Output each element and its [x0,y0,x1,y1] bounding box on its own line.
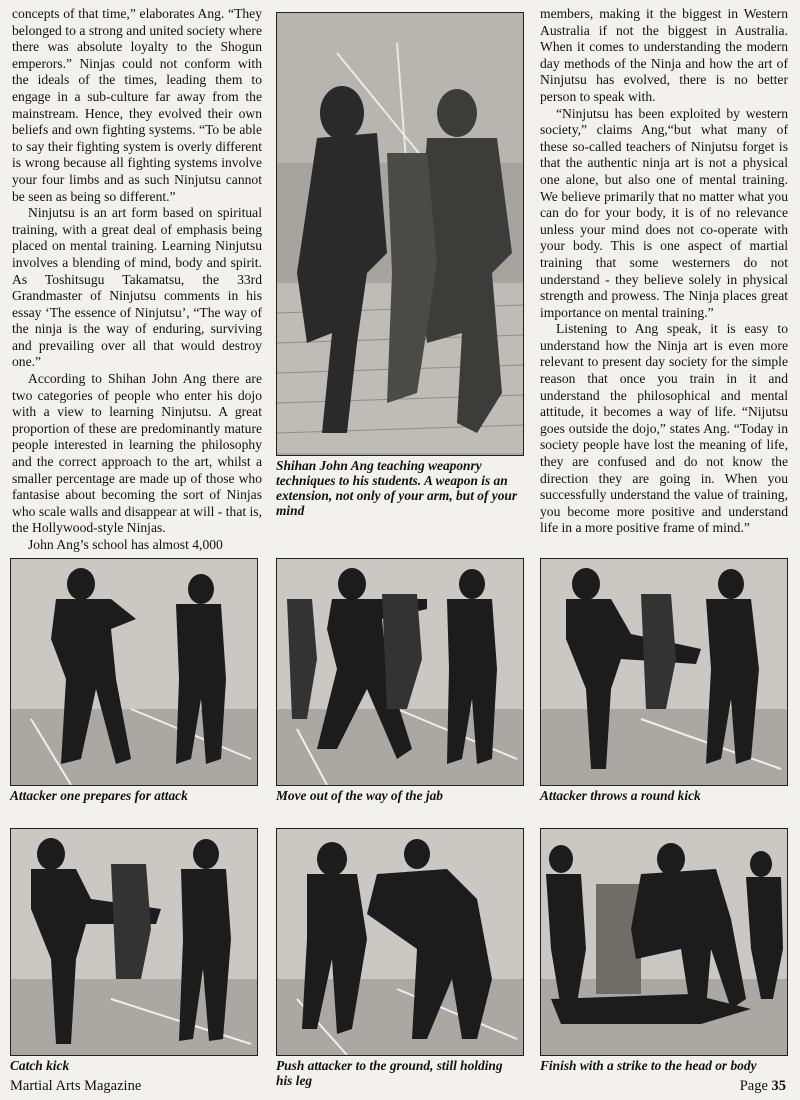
sequence-illustration [541,559,787,785]
sequence-illustration [541,829,787,1055]
sequence-illustration [277,829,523,1055]
page-number: 35 [771,1078,786,1094]
sequence-caption-6: Finish with a strike to the head or body [540,1058,757,1073]
sequence-photo-4 [10,828,258,1056]
sequence-illustration [11,829,257,1055]
weaponry-training-illustration [277,13,523,455]
paragraph: According to Shihan John Ang there are two categories of people who enter his dojo with a view to learning Ninjutsu. A great proportion of these are predominantly mature people interested in learning the philosophy and the correct approach to the art, whilst a smaller percentage are made up of those who fantasise about becoming the sort of Ninjas who scale walls and disappear at will - that is, the Hollywood-style Ninjas. [12,371,262,536]
sequence-caption-5: Push attacker to the ground, still holding his leg [276,1058,503,1088]
sequence-photo-2 [276,558,524,786]
page-label: Page [739,1078,768,1094]
paragraph: members, making it the biggest in Western Australia if not the biggest in Australia. When it comes to understanding the modern day methods of the Ninja and how the art of Ninjutsu has evolved, there is no better person to speak with. [540,6,788,104]
page-number-label [740,1078,786,1095]
main-photo-weaponry [276,12,524,456]
sequence-caption-4: Catch kick [10,1058,70,1073]
sequence-caption-1: Attacker one prepares for attack [10,788,188,803]
sequence-photo-3 [540,558,788,786]
article-right-column [540,6,788,537]
main-photo-caption: Shihan John Ang teaching weaponry techniques to his students. A weapon is an extension, not only of your arm, but of your mind [276,458,518,518]
sequence-photo-1 [10,558,258,786]
sequence-photo-6 [540,828,788,1056]
sequence-illustration [11,559,257,785]
article-left-column [12,6,262,554]
sequence-caption-2: Move out of the way of the jab [276,788,443,803]
paragraph: Ninjutsu is an art form based on spiritual training, with a great deal of emphasis being placed on mental training. Learning Ninjutsu involves a blending of mind, body and spirit. As Toshitsugu Takamatsu, the 33rd Grandmaster of Ninjutsu comments in his essay ‘The essence of Ninjutsu’, “The way of the ninja is the way of enduring, surviving and prevailing over all that would destroy one.” [12,205,262,370]
paragraph: John Ang’s school has almost 4,000 [28,537,223,552]
paragraph: Listening to Ang speak, it is easy to understand how the Ninja art is even more relevant to present day society for the simple reason that once you train in it and understand the philosophical and mental attitude, it becomes a way of life. “Nijutsu goes outside the dojo,” states Ang. “Today in society people have lost the meaning of life, they are confused and do not know the direction they are going in. When you successfully understand the value of training, you become more positive and understand life in a more positive frame of mind.” [540,321,788,536]
sequence-photo-5 [276,828,524,1056]
paragraph: “Ninjutsu has been exploited by western society,” claims Ang,“but what many of these so-called teachers of Ninjutsu forget is that the authentic ninja art is not a physical one alone, but also one of mental training. We believe primarily that no matter what you can do for your body, it is of no relevance unless your mind does not co-operate with your body. This is one aspect of martial training that some westerners do not understand - they believe solely in physical strength and prowess. The Ninja places great importance on mental training.” [540,105,788,320]
sequence-caption-3: Attacker throws a round kick [540,788,701,803]
sequence-illustration [277,559,523,785]
paragraph: concepts of that time,” elaborates Ang. “They belonged to a strong and united society where there was absolute loyalty to the Shogun emperors.” Ninjas could not conform with the ideals of the times, leading them to engage in a sub-culture far away from the mainstream. Hence, they evolved their own beliefs and own fighting systems. “To be able to say their fighting system is overly different is wrong because all fighting systems involve your four limbs and as such Ninjutsu cannot be seen as being so different.” [12,6,262,204]
magazine-name: Martial Arts Magazine [10,1078,142,1094]
